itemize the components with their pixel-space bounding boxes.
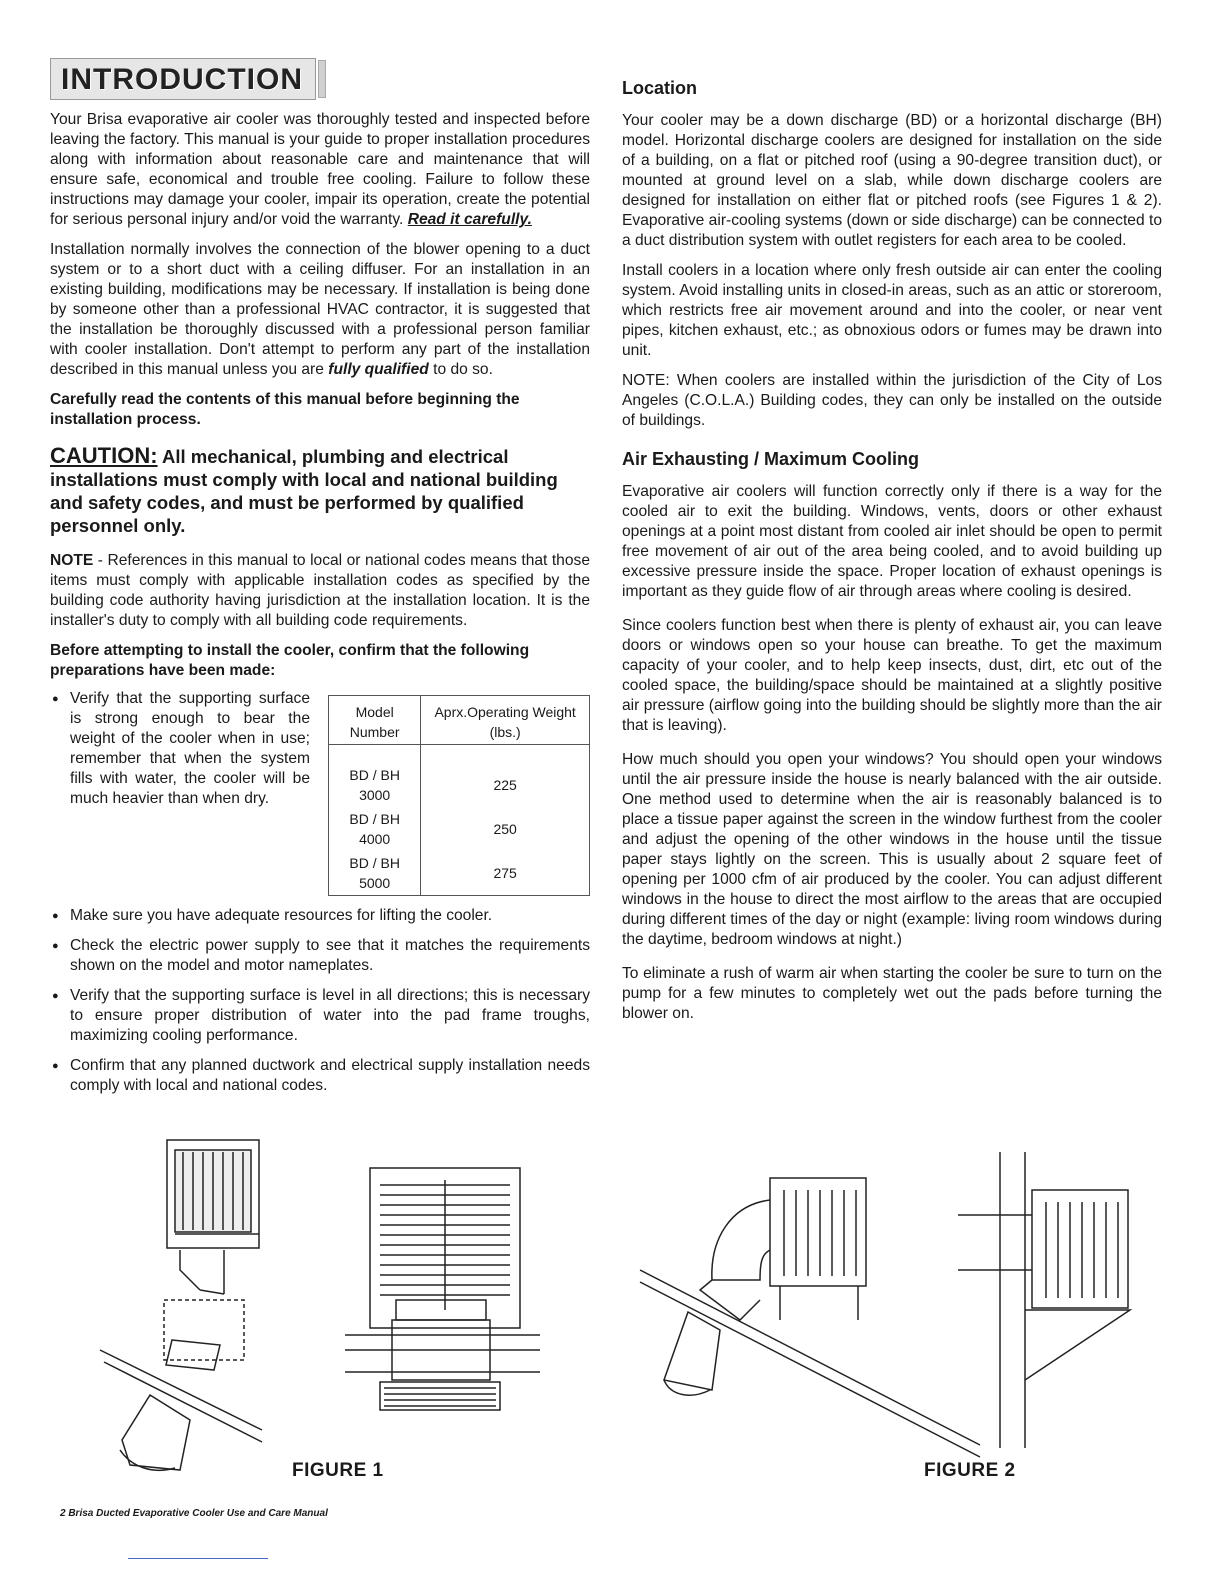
intro-paragraph-2-text-a: Installation normally involves the connection of the blower opening to a duct system or to a short duct with a ceiling diffuser. For an installation in an existing building, modifications may be necessary. If installation is being done by someone other than a professional HVAC contractor, it is suggested that the installation be thoroughly discussed with a professional person familiar with cooler installation. Don't attempt to perform any part of the installation described in this manual unless you are (50, 241, 590, 378)
weight-cell: 225 (421, 763, 590, 807)
figure-2-label: FIGURE 2 (924, 1460, 1016, 1481)
right-column (622, 78, 1162, 1034)
intro-paragraph-1-text: Your Brisa evaporative air cooler was thoroughly tested and inspected before leaving the factory. This manual is your guide to proper installation procedures along with information about reasonable care and maintenance that will ensure safe, economical and trouble free cooling. Failure to follow these instructions may damage your cooler, impair its operation, create the potential for serious personal injury and/or void the warranty. (50, 111, 590, 228)
bullet-with-table (50, 689, 590, 896)
intro-paragraph-2 (50, 240, 590, 380)
weight-table (328, 695, 590, 896)
air-paragraph-3: How much should you open your windows? You should open your windows until the air pressure inside the house is nearly balanced with the air outside. One method used to determine when the air is reasonably balanced is to place a tissue paper against the screen in the window furthest from the cooler and adjust the opening of the other windows in the house until the tissue paper stays lightly on the screen. This is usually about 2 square feet of opening per 1000 cfm of air produced by the cooler. You can adjust different windows in the house to direct the most airflow to the areas that are occupied during different times of the day or night (example: living room windows during the daytime, bedroom windows at night.) (622, 751, 1162, 948)
heading-tab-decoration (318, 60, 326, 98)
air-paragraph-1: Evaporative air coolers will function correctly only if there is a way for the cooled air to exit the building. Windows, vents, doors or other exhaust openings at a point most distant from cooled air inlet should be open to permit free movement of air out of the area being cooled, and to avoid building up excessive pressure inside the space. Proper location of exhaust openings is important as they guide flow of air through areas where cooling is desired. (622, 483, 1162, 600)
weight-cell: 275 (421, 851, 590, 896)
introduction-title: INTRODUCTION (50, 58, 316, 100)
caution-label: CAUTION: (50, 443, 158, 468)
air-paragraph-2: Since coolers function best when there is plenty of exhaust air, you can leave doors or windows open so your house can breathe. To get the maximum capacity of your cooler, and to help keep insects, dust, dirt, etc out of the cooled space, the building/space should be maintained at a slightly positive air pressure (airflow going into the building should be slightly more than the air that is leaving). (622, 617, 1162, 734)
left-column (50, 58, 590, 1106)
location-paragraph-2: Install coolers in a location where only fresh outside air can enter the cooling system. Avoid installing units in closed-in areas, such as an attic or storeroom, which restricts free air movement around and into the cooler, or near vent pipes, kitchen exhaust, etc.; as obnoxious odors or fumes may be drawn into unit. (622, 262, 1162, 359)
weight-cell: 250 (421, 807, 590, 851)
table-row (329, 851, 590, 896)
model-cell: BD / BH 5000 (329, 851, 421, 896)
weight-table-header-model: Model Number (329, 696, 421, 745)
table-row (329, 807, 590, 851)
list-item: ● Check the electric power supply to see that it matches the requirements shown on the model and motor nameplates. (50, 936, 590, 976)
location-note: NOTE: When coolers are installed within the jurisdiction of the City of Los Angeles (C.O.L.A.) Building codes, they can only be installed on the outside of buildings. (622, 372, 1162, 429)
weight-table-header-weight: Aprx.Operating Weight (lbs.) (421, 696, 590, 745)
intro-paragraph-2-text-b: to do so. (433, 361, 493, 378)
air-exhausting-heading: Air Exhausting / Maximum Cooling (622, 449, 920, 469)
model-cell: BD / BH 3000 (329, 763, 421, 807)
figure-1-label: FIGURE 1 (292, 1460, 384, 1481)
bottom-rule (128, 1558, 268, 1559)
model-cell: BD / BH 4000 (329, 807, 421, 851)
note-paragraph (50, 551, 590, 631)
page-footer: 2 Brisa Ducted Evaporative Cooler Use and Care Manual (60, 1508, 328, 1519)
list-item: ● Confirm that any planned ductwork and electrical supply installation needs comply with local and national codes. (50, 1056, 590, 1096)
caution-block (50, 444, 590, 537)
caution-text: All mechanical, plumbing and electrical installations must comply with local and national building and safety codes, and must be performed by qualified personnel only. (50, 446, 558, 536)
introduction-heading (50, 58, 316, 100)
preparations-heading: Before attempting to install the cooler, confirm that the following preparations have been made: (50, 642, 530, 679)
location-paragraph-1: Your cooler may be a down discharge (BD) or a horizontal discharge (BH) model. Horizontal discharge coolers are designed for installation on the side of a building, on a flat or pitched roof (using a 90-degree transition duct), or mounted at ground level on a slab, while down discharge coolers are designed for installation on either flat or pitched roofs (see Figures 1 & 2). Evaporative air-cooling systems (down or side discharge) can be connected to a duct distribution system with outlet registers for each area to be cooled. (622, 112, 1162, 249)
note-label: NOTE (50, 552, 94, 569)
fully-qualified-emphasis: fully qualified (328, 361, 429, 378)
read-carefully-emphasis: Read it carefully. (407, 211, 532, 228)
bullet-support-surface: ● Verify that the supporting surface is strong enough to bear the weight of the cooler when in use; remember that when the system fills with water, the cooler will be much heavier than when dry. (50, 689, 310, 896)
list-item: ● Verify that the supporting surface is level in all directions; this is necessary to ensure proper distribution of water into the pad frame troughs, maximizing cooling performance. (50, 986, 590, 1046)
intro-paragraph-1 (50, 110, 590, 230)
cooler-box-3 (770, 1178, 866, 1286)
location-heading: Location (622, 78, 697, 98)
read-manual-warning: Carefully read the contents of this manual before beginning the installation process. (50, 391, 520, 428)
air-paragraph-4: To eliminate a rush of warm air when starting the cooler be sure to turn on the pump for a few minutes to completely wet out the pads before turning the blower on. (622, 965, 1162, 1022)
list-item: ● Make sure you have adequate resources for lifting the cooler. (50, 906, 590, 926)
preparation-bullets (50, 906, 590, 1096)
table-row (329, 763, 590, 807)
cooler-box-2 (370, 1168, 520, 1328)
note-text: - References in this manual to local or national codes means that those items must comply with applicable installation codes as specified by the building code authority having jurisdiction at the installation location. It is the installer's duty to comply with all building code requirements. (50, 552, 590, 629)
cooler-box-1 (167, 1140, 259, 1248)
cooler-box-4 (1032, 1190, 1128, 1308)
